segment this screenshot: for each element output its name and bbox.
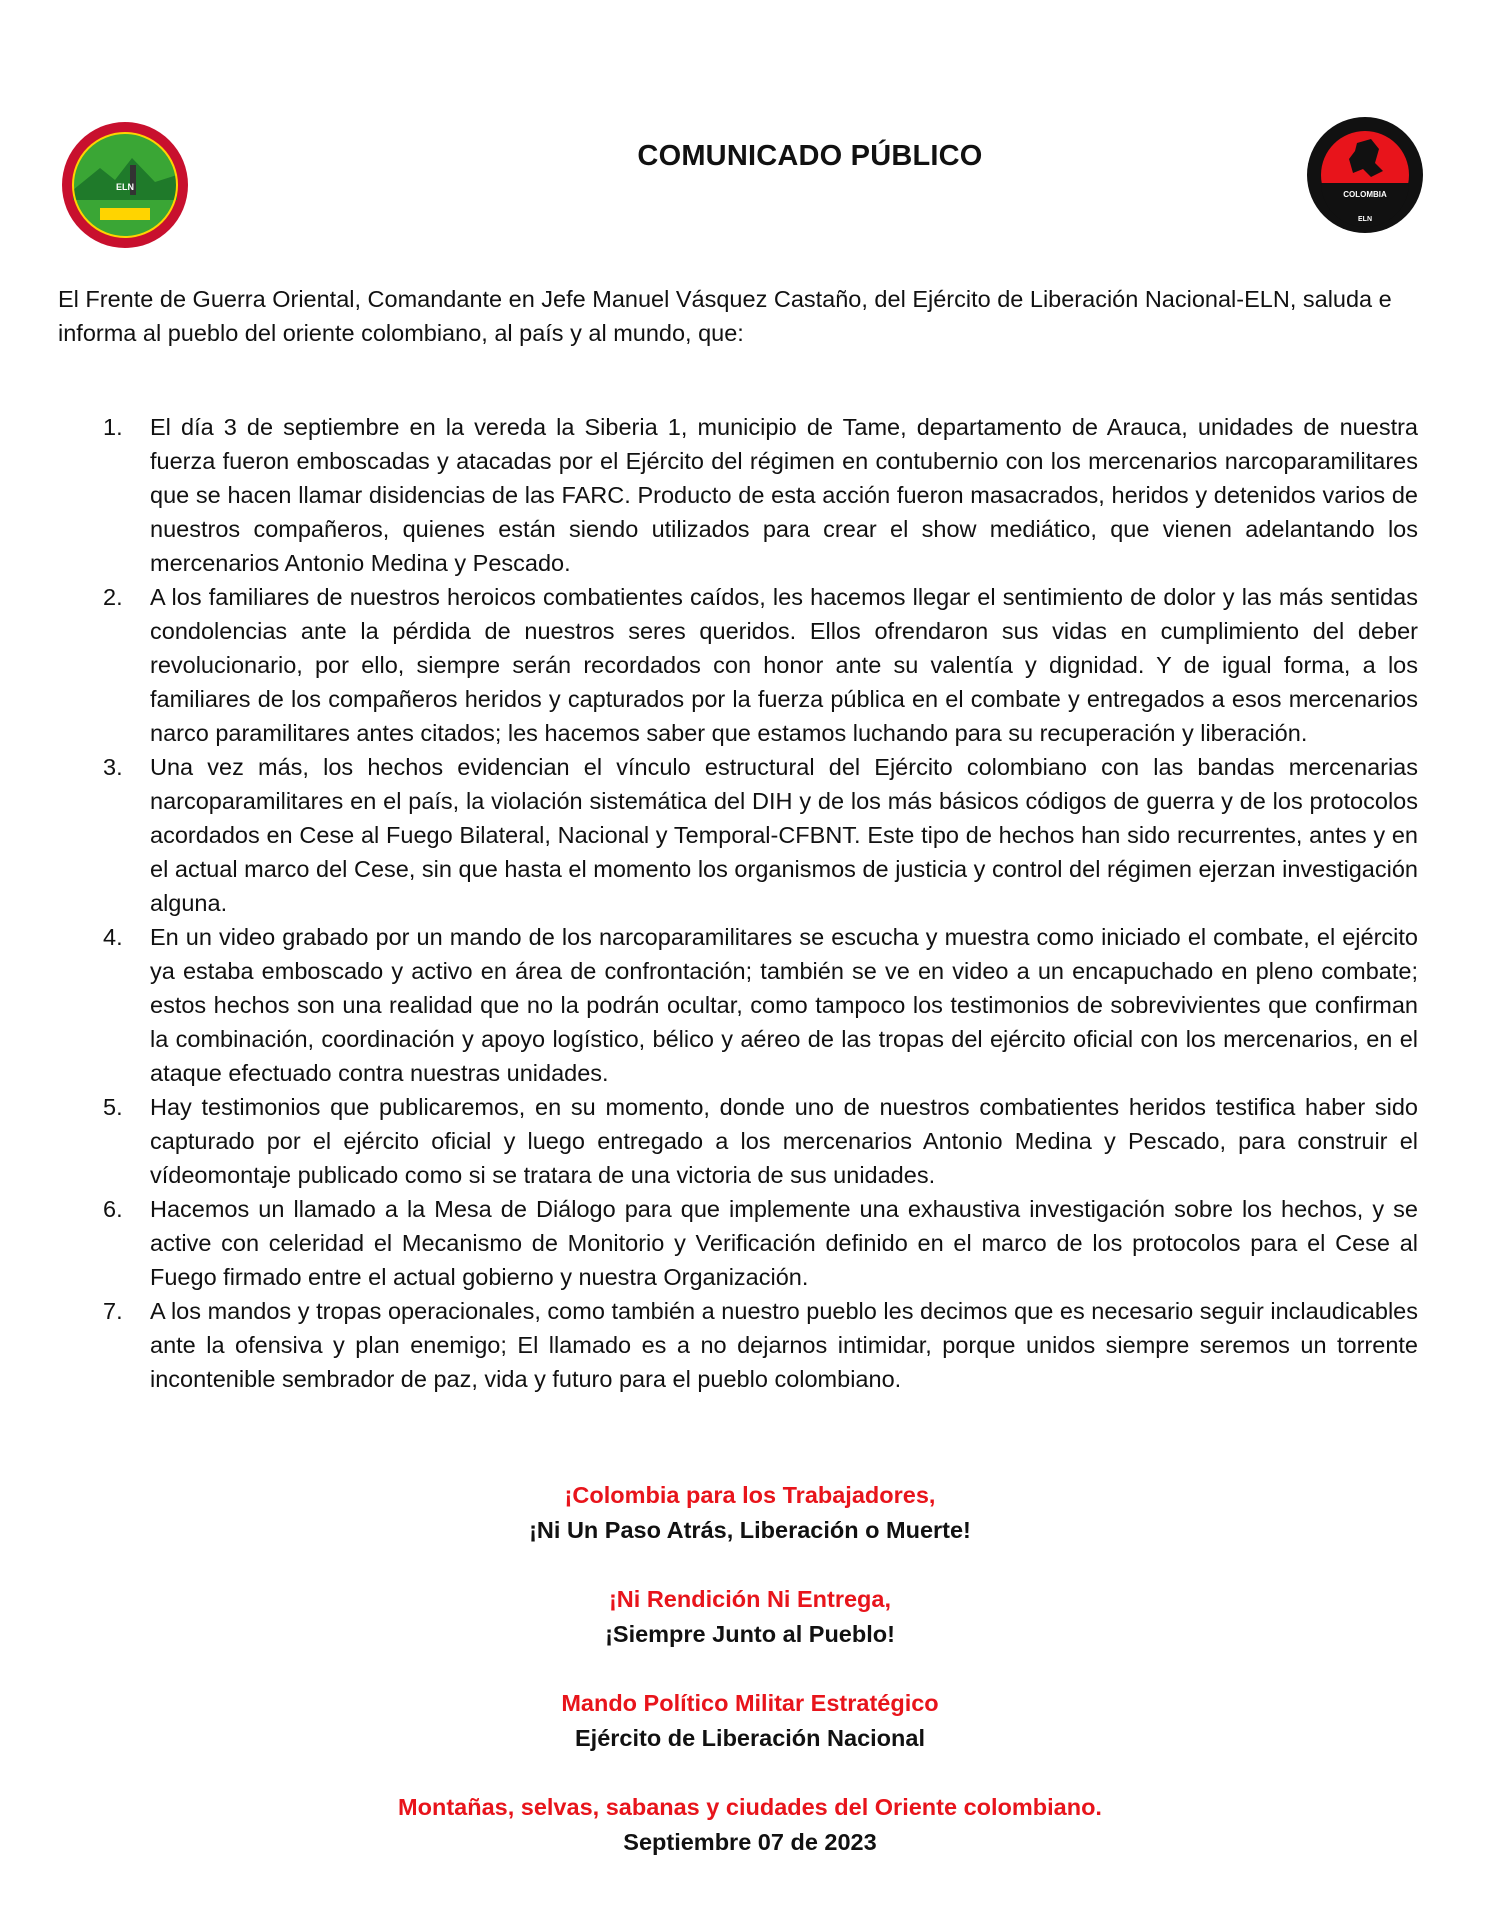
signer-black: Ejército de Liberación Nacional: [575, 1725, 925, 1751]
spacer: [0, 1548, 1500, 1582]
slogan-1-red: ¡Colombia para los Trabajadores,: [564, 1482, 936, 1508]
left-logo-text: ELN: [116, 182, 134, 192]
eln-red-map-emblem-icon: [1305, 115, 1425, 235]
slogan-2-black: ¡Siempre Junto al Pueblo!: [605, 1621, 895, 1647]
list-item-number: 1.: [103, 414, 123, 440]
list-item-text: Hacemos un llamado a la Mesa de Diálogo para que implemente una exhaustiva investigación sobre los hechos, y se active con celeridad el Mecanismo de Monitorio y Verificación definido en el marco de los protocolos para el Cese al Fuego firmado entre el actual gobierno y nuestra Organización.: [150, 1196, 1418, 1290]
list-item: [98, 750, 1418, 920]
list-item-text: Una vez más, los hechos evidencian el vínculo estructural del Ejército colombiano con las bandas mercenarias narcoparamilitares en el país, la violación sistemática del DIH y de los más básicos códigos de guerra y de los protocolos acordados en Cese al Fuego Bilateral, Nacional y Temporal-CFBNT. Este tipo de hechos han sido recurrentes, antes y en el actual marco del Cese, sin que hasta el momento los organismos de justicia y control del régimen ejerzan investigación alguna.: [150, 754, 1418, 916]
list-item-text: A los familiares de nuestros heroicos combatientes caídos, les hacemos llegar el sentimiento de dolor y las más sentidas condolencias ante la pérdida de nuestros seres queridos. Ellos ofrendaron sus vidas en cumplimiento del deber revolucionario, por ello, siempre serán recordados con honor ante su valentía y dignidad. Y de igual forma, a los familiares de los compañeros heridos y capturados por la fuerza pública en el combate y entregados a esos mercenarios narco paramilitares antes citados; les hacemos saber que estamos luchando para su recuperación y liberación.: [150, 584, 1418, 746]
spacer: [0, 1652, 1500, 1686]
list-item: [98, 1294, 1418, 1396]
list-item-text: El día 3 de septiembre en la vereda la Siberia 1, municipio de Tame, departamento de Arauca, unidades de nuestra fuerza fueron emboscadas y atacadas por el Ejército del régimen en contubernio con los mercenarios narcoparamilitares que se hacen llamar disidencias de las FARC. Producto de esta acción fueron masacrados, heridos y detenidos varios de nuestros compañeros, quienes están siendo utilizados para crear el show mediático, que vienen adelantando los mercenarios Antonio Medina y Pescado.: [150, 414, 1418, 576]
list-item-number: 7.: [103, 1298, 123, 1324]
slogan-2-red: ¡Ni Rendición Ni Entrega,: [608, 1586, 892, 1612]
spacer: [0, 1756, 1500, 1790]
list-item: [98, 410, 1418, 580]
closing-block: [0, 1478, 1500, 1860]
list-item: [98, 1090, 1418, 1192]
list-item: [98, 1192, 1418, 1294]
numbered-list: [98, 410, 1418, 1396]
intro-paragraph: El Frente de Guerra Oriental, Comandante en Jefe Manuel Vásquez Castaño, del Ejército de Liberación Nacional-ELN, saluda e informa al pueblo del oriente colombiano, al país y al mundo, que:: [58, 286, 1392, 346]
list-item-number: 5.: [103, 1094, 123, 1120]
page-title: COMUNICADO PÚBLICO: [637, 140, 983, 172]
signer-red: Mando Político Militar Estratégico: [561, 1690, 939, 1716]
list-item-text: A los mandos y tropas operacionales, como también a nuestro pueblo les decimos que es necesario seguir inclaudicables ante la ofensiva y plan enemigo; El llamado es a no dejarnos intimidar, porque unidos siempre seremos un torrente incontenible sembrador de paz, vida y futuro para el pueblo colombiano.: [150, 1298, 1418, 1392]
list-item-number: 2.: [103, 584, 123, 610]
list-item: [98, 580, 1418, 750]
list-item-number: 3.: [103, 754, 123, 780]
date-line: Septiembre 07 de 2023: [623, 1829, 877, 1855]
list-item-text: En un video grabado por un mando de los narcoparamilitares se escucha y muestra como iniciado el combate, el ejército ya estaba emboscado y activo en área de confrontación; también se ve en video a un encapuchado en pleno combate; estos hechos son una realidad que no la podrán ocultar, como tampoco los testimonios de sobrevivientes que confirman la combinación, coordinación y apoyo logístico, bélico y aéreo de las tropas del ejército oficial con los mercenarios, en el ataque efectuado contra nuestras unidades.: [150, 924, 1418, 1086]
list-item: [98, 920, 1418, 1090]
list-item-number: 6.: [103, 1196, 123, 1222]
right-logo-country: COLOMBIA: [1343, 190, 1387, 199]
place-line: Montañas, selvas, sabanas y ciudades del Oriente colombiano.: [398, 1794, 1102, 1820]
right-logo-org: ELN: [1358, 216, 1372, 223]
list-item-number: 4.: [103, 924, 123, 950]
list-item-text: Hay testimonios que publicaremos, en su momento, donde uno de nuestros combatientes heridos testifica haber sido capturado por el ejército oficial y luego entregado a los mercenarios Antonio Medina y Pescado, para construir el vídeomontaje publicado como si se tratara de una victoria de sus unidades.: [150, 1094, 1418, 1188]
slogan-1-black: ¡Ni Un Paso Atrás, Liberación o Muerte!: [529, 1517, 971, 1543]
